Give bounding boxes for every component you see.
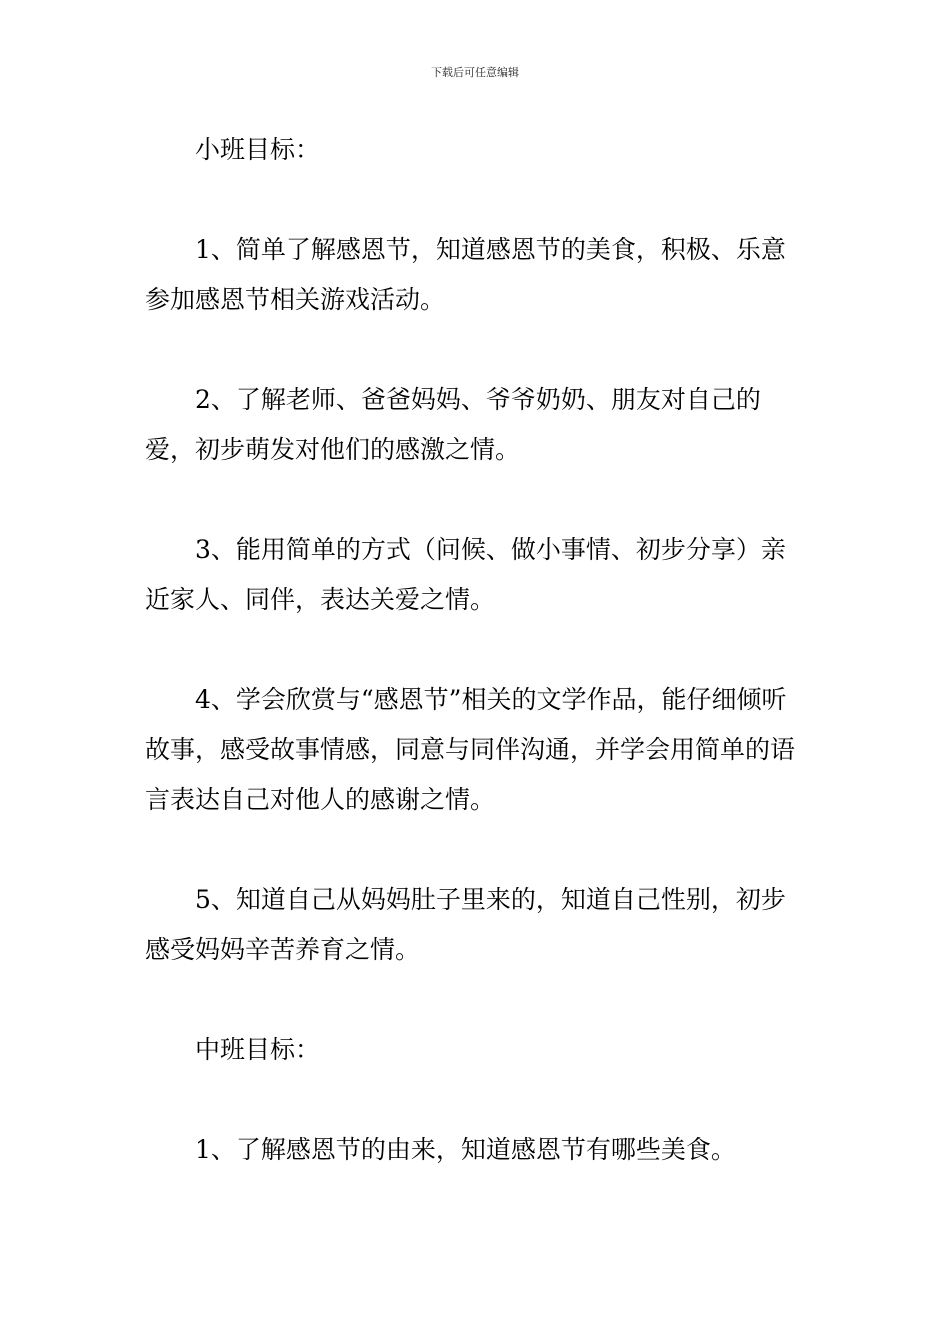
goal-item: 2、了解老师、爸爸妈妈、爷爷奶奶、朋友对自己的爱，初步萌发对他们的感激之情。 [145,385,761,464]
goal-item: 5、知道自己从妈妈肚子里来的，知道自己性别，初步感受妈妈辛苦养育之情。 [145,885,786,964]
section-title-small-class: 小班目标： [195,135,321,164]
page-header-note: 下载后可任意编辑 [431,66,519,79]
goal-item: 3、能用简单的方式（问候、做小事情、初步分享）亲近家人、同伴，表达关爱之情。 [145,535,786,614]
goal-item: 1、简单了解感恩节，知道感恩节的美食，积极、乐意参加感恩节相关游戏活动。 [145,235,786,314]
goal-item: 1、了解感恩节的由来，知道感恩节有哪些美食。 [195,1135,736,1164]
goal-item: 4、学会欣赏与“感恩节”相关的文学作品，能仔细倾听故事，感受故事情感，同意与同伴沟通，并学会用简单的语言表达自己对他人的感谢之情。 [145,685,796,814]
document-body [145,125,810,1225]
section-title-middle-class: 中班目标： [195,1035,321,1064]
